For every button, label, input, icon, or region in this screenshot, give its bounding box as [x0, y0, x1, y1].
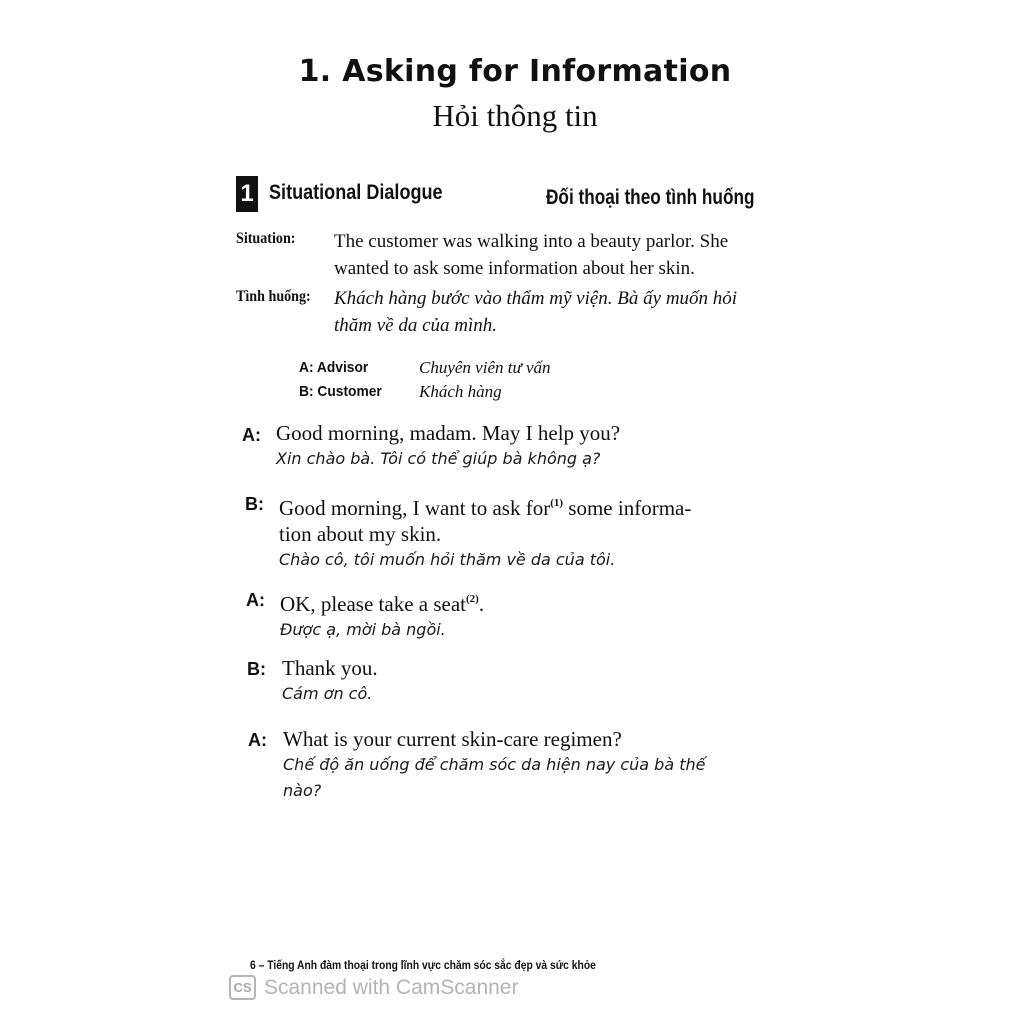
camscanner-logo-icon: CS: [229, 975, 256, 1000]
footnote-marker: (2): [466, 593, 479, 605]
dialogue-vietnamese-line-2: nào?: [283, 781, 322, 800]
role-desc-a: Chuyên viên tư vấn: [419, 358, 551, 377]
speaker-label: B:: [245, 494, 264, 514]
dialogue-english: [279, 490, 691, 521]
section-number-badge: 1: [236, 176, 258, 212]
dialogue-vietnamese: Cám ơn cô.: [282, 684, 373, 703]
situation-text-vietnamese-line-1: Khách hàng bước vào thẩm mỹ viện. Bà ấy muốn hỏi: [334, 288, 738, 309]
situation-text-vietnamese-line-2: thăm về da của mình.: [334, 315, 498, 336]
section-title-vietnamese: Đối thoại theo tình huống: [546, 186, 755, 209]
dialogue-line: [279, 490, 691, 573]
scanner-watermark: Scanned with CamScanner: [264, 976, 519, 999]
dialogue-line: [280, 586, 484, 643]
page-footer: [250, 958, 596, 972]
dialogue-english-part: OK, please take a seat: [280, 592, 466, 616]
situation-text-line-1: The customer was walking into a beauty parlor. She: [334, 231, 729, 252]
dialogue-english-part: some informa-: [563, 496, 692, 520]
dialogue-english: [280, 586, 484, 617]
dialogue-english-part: .: [478, 592, 485, 616]
role-desc-b: Khách hàng: [419, 382, 502, 401]
dialogue-english-line-2: tion about my skin.: [279, 522, 442, 546]
dialogue-vietnamese: Xin chào bà. Tôi có thể giúp bà không ạ?: [276, 449, 601, 468]
footnote-marker: (1): [550, 497, 564, 509]
situation-label-vietnamese: Tình huống:: [236, 288, 311, 305]
role-label-b: B: Customer: [299, 383, 382, 400]
dialogue-vietnamese: Chào cô, tôi muốn hỏi thăm về da của tôi.: [279, 550, 616, 569]
dialogue-english: Thank you.: [282, 656, 378, 680]
footer-text: – Tiếng Anh đàm thoại trong lĩnh vực chăm sóc sắc đẹp và sức khỏe: [255, 958, 596, 972]
dialogue-english-part: Good morning, I want to ask for: [279, 496, 551, 520]
speaker-label: A:: [242, 425, 261, 445]
page-number: 6: [250, 958, 256, 972]
dialogue-vietnamese-line-1: Chế độ ăn uống để chăm sóc da hiện nay của bà thế: [283, 755, 706, 774]
situation-text-vietnamese: [334, 285, 737, 339]
situation-label: Situation:: [236, 230, 296, 247]
speaker-label: A:: [248, 730, 267, 750]
section-title: Situational Dialogue: [269, 181, 443, 204]
dialogue-english: Good morning, madam. May I help you?: [276, 421, 621, 445]
role-label-a: A: Advisor: [299, 359, 369, 376]
chapter-title-vietnamese: Hỏi thông tin: [432, 98, 598, 133]
dialogue-english: What is your current skin-care regimen?: [283, 727, 622, 751]
situation-text-line-2: wanted to ask some information about her skin.: [334, 258, 695, 279]
dialogue-vietnamese: Được ạ, mời bà ngồi.: [280, 620, 446, 639]
speaker-label: A:: [246, 590, 265, 610]
speaker-label: B:: [247, 659, 266, 679]
dialogue-line: [282, 655, 378, 707]
dialogue-line: [283, 726, 705, 804]
situation-text: [334, 228, 728, 282]
dialogue-line: [276, 420, 620, 472]
chapter-title: 1. Asking for Information: [298, 54, 732, 89]
